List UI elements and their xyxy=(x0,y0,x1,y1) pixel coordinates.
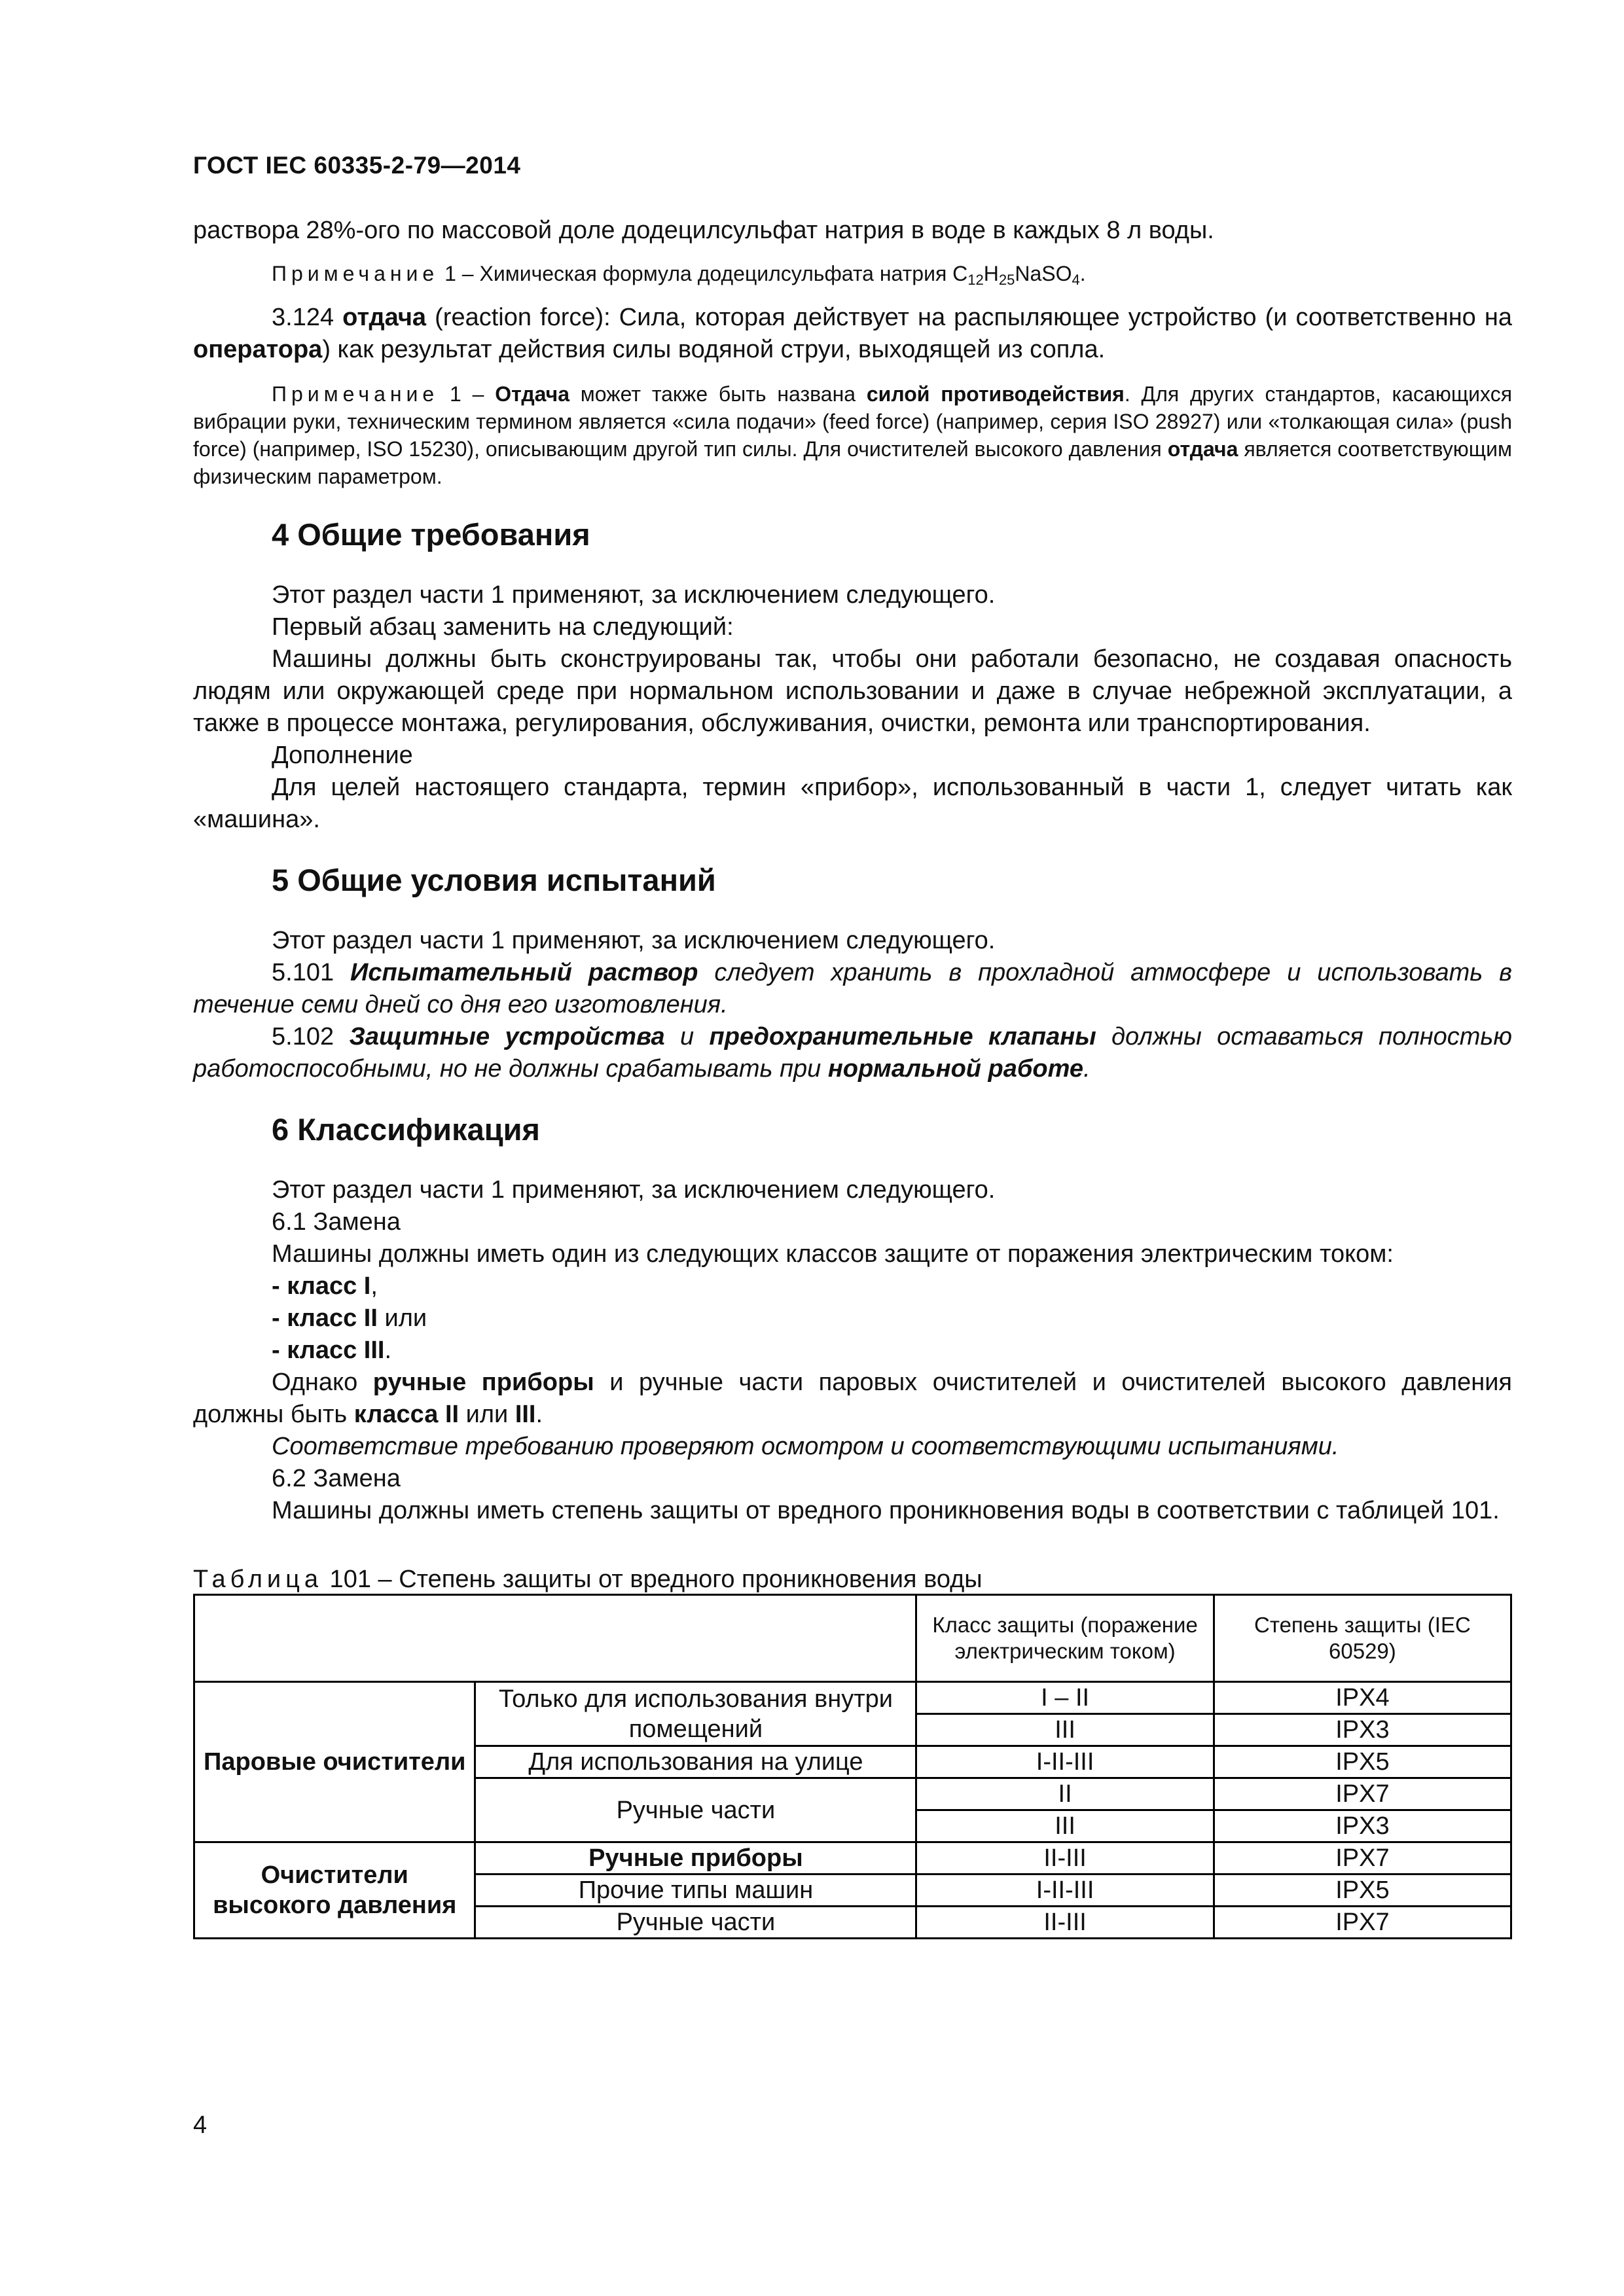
clause-text: и xyxy=(664,1023,710,1050)
table-row xyxy=(194,1842,1511,1874)
class-cell: III xyxy=(916,1810,1214,1842)
subgroup-cell: Для использования на улице xyxy=(475,1746,916,1778)
list-item xyxy=(193,1270,1512,1302)
clause-text: . xyxy=(1083,1055,1091,1083)
section-6-body xyxy=(193,1174,1512,1527)
term-reference: III xyxy=(514,1401,536,1428)
list-item xyxy=(193,1335,1512,1367)
paragraph: 6.1 Замена xyxy=(272,1208,401,1236)
ip-cell: IPX5 xyxy=(1214,1874,1511,1907)
term-reference: отдача xyxy=(1167,437,1238,461)
section-heading: 4 Общие требования xyxy=(272,517,590,552)
note xyxy=(193,260,1512,287)
table-101 xyxy=(193,1594,1512,1939)
class-term: - класс II xyxy=(272,1304,378,1332)
paragraph: Для целей настоящего стандарта, термин «прибор», использованный в части 1, следует читать как «машина». xyxy=(193,774,1512,833)
term-reference: Испытательный раствор xyxy=(350,959,698,986)
term-reference: предохранительные клапаны xyxy=(709,1023,1096,1050)
ip-cell: IPX3 xyxy=(1214,1714,1511,1746)
defined-term: отдача xyxy=(342,304,427,331)
paragraph-text: . xyxy=(535,1401,543,1428)
table-caption xyxy=(193,1565,1512,1594)
definition-3-124 xyxy=(193,302,1512,366)
clause-number: 5.102 xyxy=(272,1023,350,1050)
note-text: . Для других стандартов, касающихся вибрации руки, техническим термином является «сила подачи» (feed force) (например, серия ISO 28927) или «толкающая сила» (push force) (например, ISO 15230), описывающим другой тип силы. Для очистителей высокого давления xyxy=(193,382,1513,461)
term-reference: оператора xyxy=(193,336,323,363)
page-body xyxy=(193,215,1512,1939)
class-cell: I-II-III xyxy=(916,1746,1214,1778)
section-5-body xyxy=(193,925,1512,1085)
formula-part: H xyxy=(983,262,999,285)
class-term: - класс III xyxy=(272,1336,385,1364)
ip-cell: IPX7 xyxy=(1214,1907,1511,1939)
clause-number: 3.124 xyxy=(272,304,343,331)
header-empty-cell xyxy=(194,1595,916,1682)
paragraph: 6.2 Замена xyxy=(272,1465,401,1492)
table-row xyxy=(194,1682,1511,1714)
paragraph: Машины должны иметь степень защиты от вредного проникновения воды в соответствии с таблицей 101. xyxy=(272,1497,1500,1524)
caption-text: 101 – Степень защиты от вредного проникновения воды xyxy=(323,1566,983,1593)
class-cell: II-III xyxy=(916,1842,1214,1874)
note-number: 1 – xyxy=(439,262,480,285)
note xyxy=(193,380,1512,490)
caption-label: Таблица xyxy=(193,1566,323,1593)
compliance-check: Соответствие требованию проверяют осмотром и соответствующими испытаниями. xyxy=(272,1433,1339,1460)
subgroup-cell: Ручные части xyxy=(475,1907,916,1939)
paragraph-text: и ручные части паровых очистителей и очистителей высокого давления должны быть xyxy=(193,1369,1513,1428)
section-4-body xyxy=(193,579,1512,836)
formula-subscript: 4 xyxy=(1072,272,1080,288)
header-cell: Степень защиты (IEC 60529) xyxy=(1214,1595,1511,1682)
group-cell: Паровые очистители xyxy=(194,1682,475,1842)
subgroup-cell: Ручные приборы xyxy=(475,1842,916,1874)
list-item xyxy=(193,1302,1512,1335)
paragraph: Машины должны иметь один из следующих классов защите от поражения электрическим током: xyxy=(272,1240,1394,1268)
section-heading: 5 Общие условия испытаний xyxy=(272,863,716,897)
ip-cell: IPX5 xyxy=(1214,1746,1511,1778)
paragraph-text: или xyxy=(459,1401,515,1428)
note-label: Примечание xyxy=(272,262,439,285)
paragraph: Этот раздел части 1 применяют, за исключением следующего. xyxy=(272,1176,996,1204)
paragraph: Первый абзац заменить на следующий: xyxy=(272,613,734,641)
ip-cell: IPX4 xyxy=(1214,1682,1511,1714)
term-reference: Защитные устройства xyxy=(349,1023,665,1050)
document-header: ГОСТ IEC 60335-2-79—2014 xyxy=(193,152,521,179)
note-text: Химическая формула додецилсульфата натрия C xyxy=(479,262,968,285)
paragraph: раствора 28%-ого по массовой доле додецилсульфат натрия в воде в каждых 8 л воды. xyxy=(193,217,1214,244)
definition-text: ) как результат действия силы водяной струи, выходящей из сопла. xyxy=(322,336,1106,363)
paragraph: Дополнение xyxy=(272,742,413,769)
clause-5-102 xyxy=(193,1021,1512,1085)
term-reference: ручные приборы xyxy=(372,1369,594,1396)
clause-text: должны оставаться полностью работоспособными, но не должны срабатывать при xyxy=(193,1023,1512,1083)
paragraph: Этот раздел части 1 применяют, за исключением следующего. xyxy=(272,927,996,954)
clause-5-101 xyxy=(193,957,1512,1021)
formula-subscript: 25 xyxy=(998,272,1015,288)
class-cell: II-III xyxy=(916,1907,1214,1939)
ip-cell: IPX7 xyxy=(1214,1842,1511,1874)
formula-subscript: 12 xyxy=(967,272,984,288)
class-cell: III xyxy=(916,1714,1214,1746)
note-number: 1 – xyxy=(439,382,496,406)
term-reference: Отдача xyxy=(495,382,570,406)
subgroup-cell: Только для использования внутри помещений xyxy=(475,1682,916,1746)
paragraph xyxy=(193,1367,1512,1431)
paragraph: Машины должны быть сконструированы так, чтобы они работали безопасно, не создавая опасность людям или окружающей среде при нормальном использовании и даже в случае небрежной эксплуатации, а также в процессе монтажа, регулирования, обслуживания, очистки, ремонта или транспортирования. xyxy=(193,645,1512,737)
note-label: Примечание xyxy=(272,382,439,406)
header-cell: Класс защиты (поражение электрическим током) xyxy=(916,1595,1214,1682)
formula-part: . xyxy=(1079,262,1086,285)
class-cell: I – II xyxy=(916,1682,1214,1714)
section-heading: 6 Классификация xyxy=(272,1112,540,1147)
term-reference: нормальной работе xyxy=(827,1055,1084,1083)
group-cell: Очистители высокого давления xyxy=(194,1842,475,1939)
list-item-text: . xyxy=(384,1336,392,1364)
page-number: 4 xyxy=(193,2111,208,2139)
note-text: является соответствующим физическим параметром. xyxy=(193,437,1513,488)
subgroup-cell: Прочие типы машин xyxy=(475,1874,916,1907)
term-reference: силой противодействия xyxy=(866,382,1125,406)
ip-cell: IPX3 xyxy=(1214,1810,1511,1842)
paragraph: Этот раздел части 1 применяют, за исключением следующего. xyxy=(272,581,996,609)
formula-part: NaSO xyxy=(1015,262,1072,285)
class-term: - класс I xyxy=(272,1272,371,1300)
definition-text: (reaction force): Сила, которая действует на распыляющее устройство (и соответственно на xyxy=(426,304,1513,331)
list-item-text: или xyxy=(377,1304,427,1332)
ip-cell: IPX7 xyxy=(1214,1778,1511,1810)
note-text: может также быть названа xyxy=(569,382,867,406)
subgroup-cell: Ручные части xyxy=(475,1778,916,1842)
paragraph-text: Однако xyxy=(272,1369,373,1396)
list-item-text: , xyxy=(370,1272,378,1300)
clause-number: 5.101 xyxy=(272,959,351,986)
term-reference: класса II xyxy=(353,1401,460,1428)
clause-text: следует хранить в прохладной атмосфере и использовать в течение семи дней со дня его изготовления. xyxy=(193,959,1512,1018)
class-cell: I-II-III xyxy=(916,1874,1214,1907)
class-cell: II xyxy=(916,1778,1214,1810)
table-header-row xyxy=(194,1595,1511,1682)
